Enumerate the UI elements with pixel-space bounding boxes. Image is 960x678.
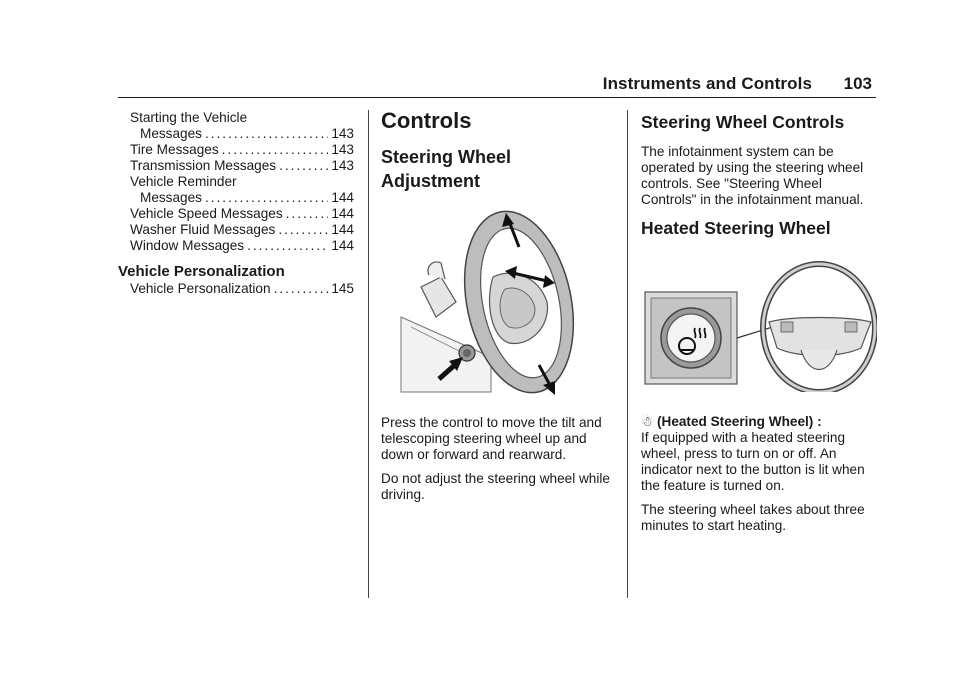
toc-item-label-cont: Messages (140, 190, 202, 205)
page-header (118, 72, 876, 98)
leader-dots (279, 158, 328, 174)
controls-title: Controls (381, 108, 472, 133)
heated-wheel-callout (641, 414, 881, 430)
toc-item-washer[interactable] (130, 222, 354, 238)
leader-dots (247, 238, 328, 254)
toc-item-page: 145 (331, 281, 354, 296)
toc-item-label: Tire Messages (130, 142, 219, 157)
heated-wheel-label: (Heated Steering Wheel) : (656, 414, 822, 429)
leader-dots (222, 142, 329, 158)
heated-wheel-paragraph-2: The steering wheel takes about three minutes to start heating. (641, 502, 865, 533)
leader-dots (205, 126, 328, 142)
toc-item-label: Vehicle Personalization (130, 281, 271, 296)
toc-item-label: Vehicle Reminder (130, 174, 237, 189)
column-divider-2 (627, 110, 628, 598)
toc-item-starting[interactable] (130, 110, 354, 142)
controls-column (381, 110, 613, 511)
toc-item-page: 144 (331, 206, 354, 221)
column-divider-1 (368, 110, 369, 598)
toc-item-transmission[interactable] (130, 158, 354, 174)
section-title: Instruments and Controls (602, 74, 812, 93)
heated-wheel-paragraph-1: If equipped with a heated steering wheel, press to turn on or off. An indicator next to the button is lit when the feature is turned on. (641, 430, 865, 493)
toc-item-page: 144 (331, 190, 354, 205)
wheel-controls-column (641, 110, 881, 542)
toc-item-page: 144 (331, 222, 354, 237)
toc-list (130, 110, 354, 254)
wheel-controls-title: Steering Wheel Controls (641, 112, 845, 132)
toc-item-window[interactable] (130, 238, 354, 254)
page-number: 103 (843, 74, 872, 93)
toc-item-personalization[interactable] (130, 281, 354, 297)
toc-item-tire[interactable] (130, 142, 354, 158)
adjustment-title: Steering Wheel Adjustment (381, 147, 512, 191)
toc-item-page: 143 (331, 158, 354, 173)
leader-dots (278, 222, 328, 238)
toc-item-speed[interactable] (130, 206, 354, 222)
adjustment-paragraph-2: Do not adjust the steering wheel while driving. (381, 471, 610, 502)
toc-item-label: Vehicle Speed Messages (130, 206, 283, 221)
toc-item-label: Window Messages (130, 238, 245, 253)
toc-heading-personalization: Vehicle Personalization (118, 263, 285, 280)
heated-wheel-title: Heated Steering Wheel (641, 218, 831, 238)
toc-item-label: Starting the Vehicle (130, 110, 248, 125)
adjustment-paragraph-1: Press the control to move the tilt and telescoping steering wheel up and down or forward and rearward. (381, 415, 602, 462)
leader-dots (274, 281, 329, 297)
toc-item-label: Washer Fluid Messages (130, 222, 276, 237)
heated-wheel-icon: ☃ (641, 414, 654, 429)
toc-column (118, 110, 354, 297)
toc-item-page: 143 (331, 126, 354, 141)
toc-item-label-cont: Messages (140, 126, 202, 141)
toc-item-reminder[interactable] (130, 174, 354, 206)
wheel-controls-paragraph: The infotainment system can be operated by using the steering wheel controls. See "Steering Wheel Controls" in the infotainment manual. (641, 144, 864, 207)
toc-item-page: 144 (331, 238, 354, 253)
toc-item-page: 143 (331, 142, 354, 157)
toc-item-label: Transmission Messages (130, 158, 277, 173)
steering-adjustment-illustration (381, 207, 613, 401)
leader-dots (205, 190, 328, 206)
heated-wheel-illustration (641, 258, 877, 392)
leader-dots (286, 206, 329, 222)
